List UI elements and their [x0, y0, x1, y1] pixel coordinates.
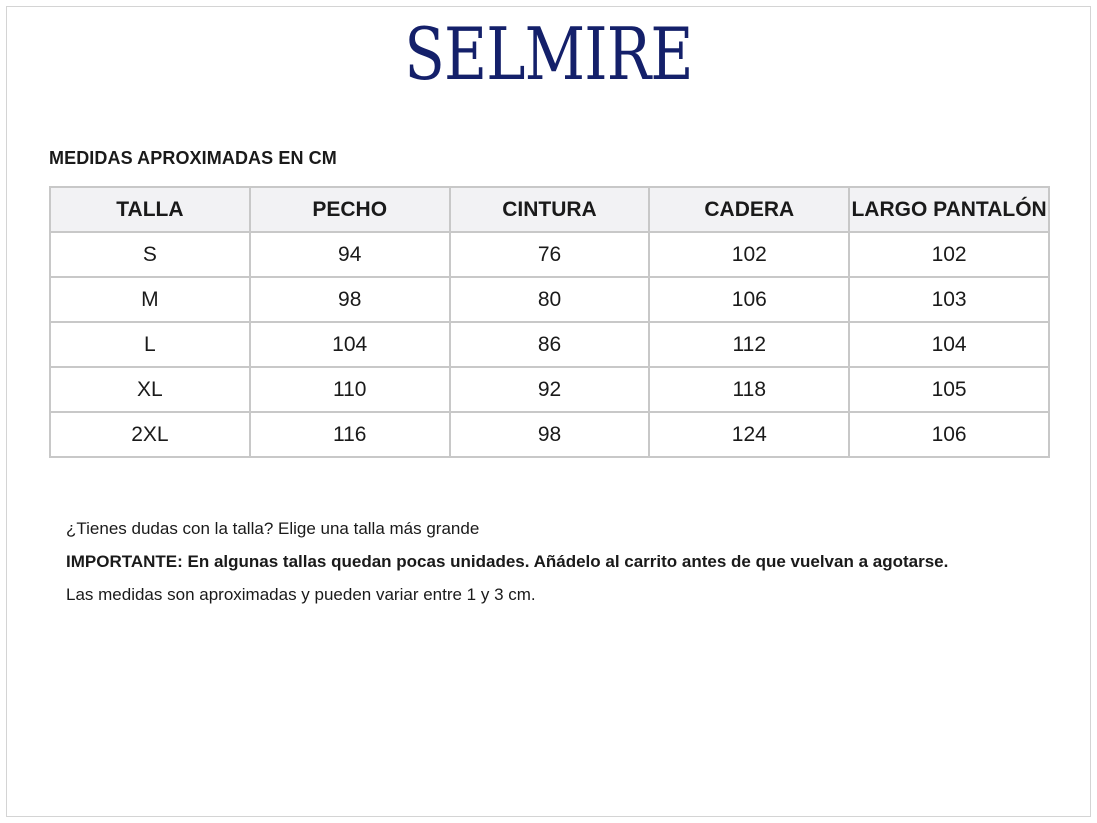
cell-cintura: 98: [450, 412, 650, 457]
column-header-talla: TALLA: [50, 187, 250, 232]
cell-largo-pantalon: 104: [849, 322, 1049, 367]
cell-cadera: 112: [649, 322, 849, 367]
cell-cadera: 102: [649, 232, 849, 277]
brand-logo: SELMIRE: [404, 12, 693, 96]
cell-cintura: 86: [450, 322, 650, 367]
measurement-disclaimer: Las medidas son aproximadas y pueden variar entre 1 y 3 cm.: [66, 585, 536, 604]
table-row: [50, 322, 1049, 367]
cell-largo-pantalon: 103: [849, 277, 1049, 322]
cell-talla: XL: [50, 367, 250, 412]
cell-talla: L: [50, 322, 250, 367]
cell-largo-pantalon: 105: [849, 367, 1049, 412]
size-chart-table: [49, 186, 1050, 458]
important-stock-note: IMPORTANTE: En algunas tallas quedan pocas unidades. Añádelo al carrito antes de que vuelvan a agotarse.: [66, 552, 949, 571]
cell-largo-pantalon: 102: [849, 232, 1049, 277]
column-header-largo-pantalon: LARGO PANTALÓN: [849, 187, 1049, 232]
cell-largo-pantalon: 106: [849, 412, 1049, 457]
table-row: [50, 277, 1049, 322]
table-header-row: [50, 187, 1049, 232]
cell-pecho: 104: [250, 322, 450, 367]
cell-cadera: 118: [649, 367, 849, 412]
column-header-cintura: CINTURA: [450, 187, 650, 232]
column-header-cadera: CADERA: [649, 187, 849, 232]
cell-talla: 2XL: [50, 412, 250, 457]
cell-pecho: 94: [250, 232, 450, 277]
size-doubt-note: ¿Tienes dudas con la talla? Elige una talla más grande: [66, 519, 480, 538]
section-title: MEDIDAS APROXIMADAS EN CM: [49, 148, 337, 168]
cell-cintura: 76: [450, 232, 650, 277]
column-header-pecho: PECHO: [250, 187, 450, 232]
cell-cadera: 124: [649, 412, 849, 457]
cell-pecho: 98: [250, 277, 450, 322]
cell-cintura: 80: [450, 277, 650, 322]
cell-talla: M: [50, 277, 250, 322]
table-row: [50, 367, 1049, 412]
table-row: [50, 412, 1049, 457]
cell-talla: S: [50, 232, 250, 277]
cell-pecho: 110: [250, 367, 450, 412]
table-row: [50, 232, 1049, 277]
cell-pecho: 116: [250, 412, 450, 457]
cell-cintura: 92: [450, 367, 650, 412]
size-notes: [66, 519, 948, 618]
cell-cadera: 106: [649, 277, 849, 322]
